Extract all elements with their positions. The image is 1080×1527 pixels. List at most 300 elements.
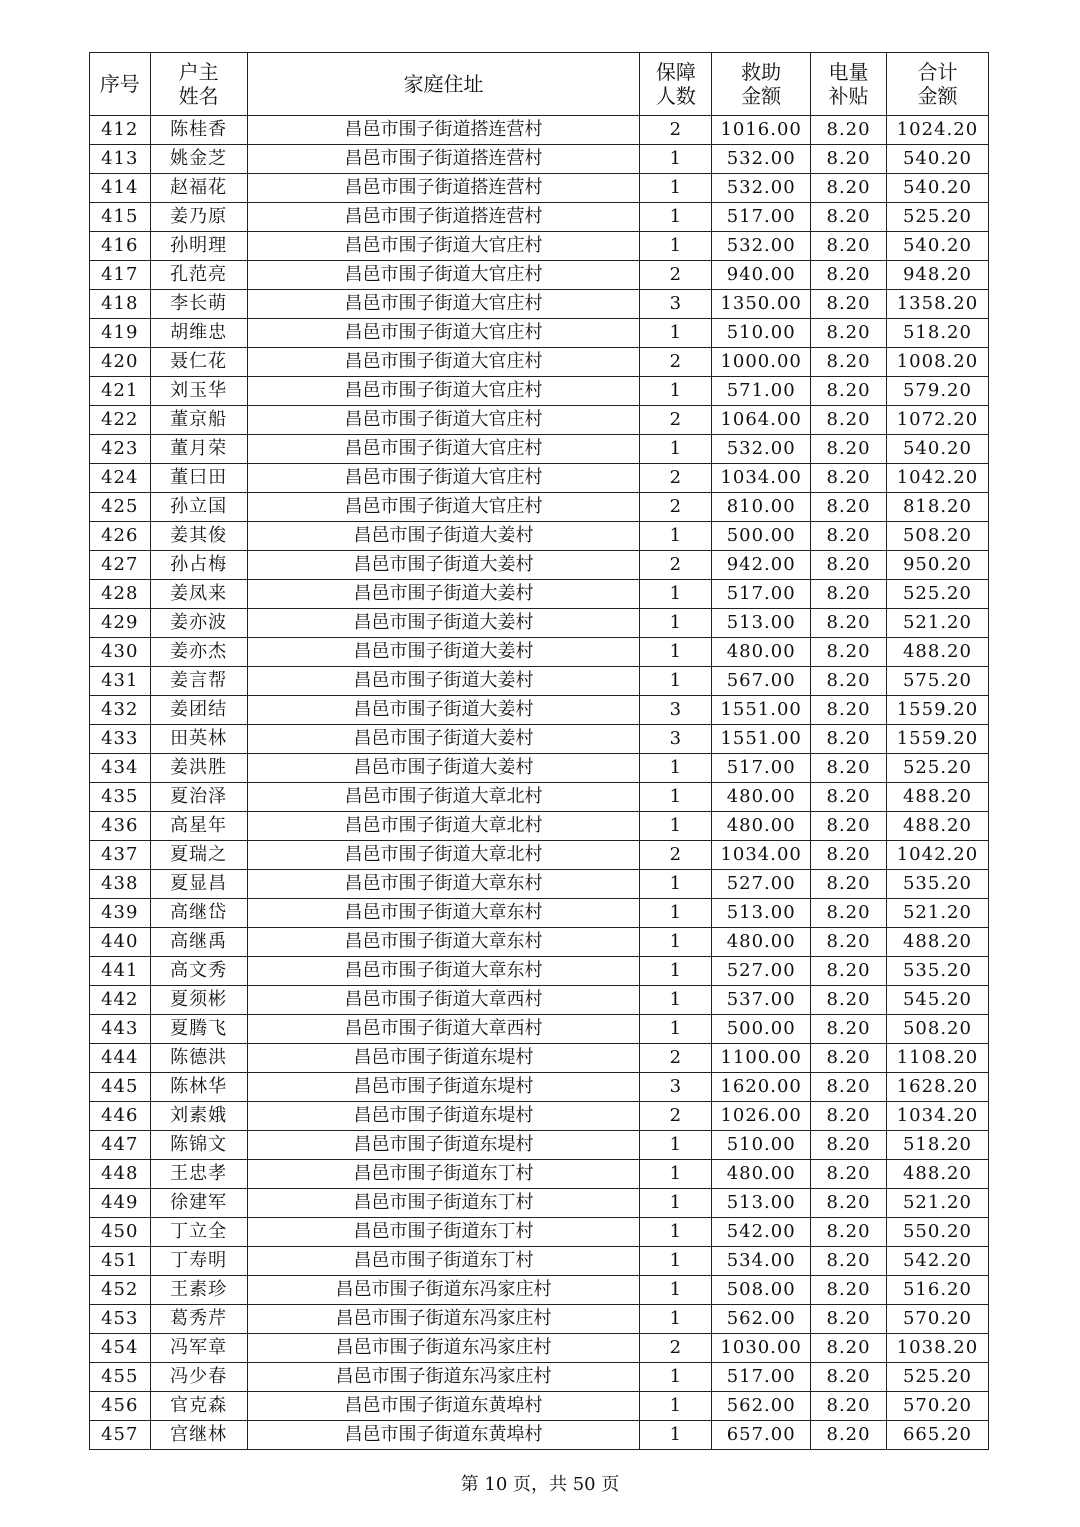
cell-electricity-subsidy: 8.20 (811, 638, 887, 667)
cell-address: 昌邑市围子街道大官庄村 (247, 406, 640, 435)
cell-total-amount: 1108.20 (886, 1044, 988, 1073)
cell-electricity-subsidy: 8.20 (811, 1218, 887, 1247)
cell-address: 昌邑市围子街道大官庄村 (247, 464, 640, 493)
cell-electricity-subsidy: 8.20 (811, 1073, 887, 1102)
cell-address: 昌邑市围子街道大官庄村 (247, 493, 640, 522)
cell-relief-amount: 1620.00 (712, 1073, 811, 1102)
cell-electricity-subsidy: 8.20 (811, 232, 887, 261)
table-row (90, 348, 989, 377)
cell-index: 414 (90, 174, 151, 203)
table-row (90, 406, 989, 435)
cell-address: 昌邑市围子街道大姜村 (247, 551, 640, 580)
cell-total-amount: 575.20 (886, 667, 988, 696)
table-row (90, 928, 989, 957)
cell-index: 444 (90, 1044, 151, 1073)
cell-relief-amount: 562.00 (712, 1305, 811, 1334)
cell-index: 429 (90, 609, 151, 638)
cell-members: 1 (640, 1189, 712, 1218)
table-row (90, 638, 989, 667)
cell-name: 聂仁花 (150, 348, 247, 377)
header-total-amount (886, 53, 988, 116)
cell-total-amount: 579.20 (886, 377, 988, 406)
cell-total-amount: 550.20 (886, 1218, 988, 1247)
cell-address: 昌邑市围子街道东黄埠村 (247, 1392, 640, 1421)
cell-relief-amount: 1350.00 (712, 290, 811, 319)
cell-electricity-subsidy: 8.20 (811, 1102, 887, 1131)
table-row (90, 1218, 989, 1247)
cell-relief-amount: 1030.00 (712, 1334, 811, 1363)
cell-name: 孔范亮 (150, 261, 247, 290)
cell-total-amount: 1034.20 (886, 1102, 988, 1131)
cell-name: 姜凤来 (150, 580, 247, 609)
cell-index: 418 (90, 290, 151, 319)
cell-relief-amount: 1000.00 (712, 348, 811, 377)
cell-name: 姜亦波 (150, 609, 247, 638)
cell-electricity-subsidy: 8.20 (811, 667, 887, 696)
cell-name: 徐建军 (150, 1189, 247, 1218)
cell-address: 昌邑市围子街道大章东村 (247, 899, 640, 928)
cell-members: 1 (640, 174, 712, 203)
cell-index: 447 (90, 1131, 151, 1160)
cell-name: 刘素娥 (150, 1102, 247, 1131)
cell-total-amount: 1024.20 (886, 116, 988, 145)
cell-address: 昌邑市围子街道大姜村 (247, 609, 640, 638)
cell-electricity-subsidy: 8.20 (811, 1363, 887, 1392)
cell-members: 1 (640, 319, 712, 348)
cell-members: 3 (640, 725, 712, 754)
cell-address: 昌邑市围子街道大姜村 (247, 580, 640, 609)
cell-relief-amount: 542.00 (712, 1218, 811, 1247)
cell-relief-amount: 510.00 (712, 319, 811, 348)
cell-relief-amount: 534.00 (712, 1247, 811, 1276)
cell-electricity-subsidy: 8.20 (811, 551, 887, 580)
cell-electricity-subsidy: 8.20 (811, 522, 887, 551)
cell-address: 昌邑市围子街道大姜村 (247, 667, 640, 696)
cell-total-amount: 521.20 (886, 1189, 988, 1218)
cell-members: 1 (640, 1276, 712, 1305)
header-relief-amount-line: 救助 (741, 60, 782, 84)
cell-relief-amount: 1551.00 (712, 725, 811, 754)
cell-members: 2 (640, 348, 712, 377)
cell-total-amount: 535.20 (886, 870, 988, 899)
cell-relief-amount: 942.00 (712, 551, 811, 580)
cell-address: 昌邑市围子街道搭连营村 (247, 145, 640, 174)
table-row (90, 1392, 989, 1421)
cell-address: 昌邑市围子街道大章东村 (247, 928, 640, 957)
table-row (90, 145, 989, 174)
cell-name: 夏腾飞 (150, 1015, 247, 1044)
header-index (90, 53, 151, 116)
cell-index: 436 (90, 812, 151, 841)
cell-members: 1 (640, 957, 712, 986)
table-row (90, 1131, 989, 1160)
cell-address: 昌邑市围子街道东冯家庄村 (247, 1334, 640, 1363)
cell-members: 2 (640, 406, 712, 435)
cell-index: 421 (90, 377, 151, 406)
cell-address: 昌邑市围子街道大章北村 (247, 783, 640, 812)
table-row (90, 203, 989, 232)
cell-address: 昌邑市围子街道大章东村 (247, 957, 640, 986)
cell-index: 441 (90, 957, 151, 986)
table-row (90, 609, 989, 638)
cell-relief-amount: 480.00 (712, 638, 811, 667)
cell-index: 438 (90, 870, 151, 899)
cell-index: 446 (90, 1102, 151, 1131)
cell-index: 413 (90, 145, 151, 174)
cell-address: 昌邑市围子街道大姜村 (247, 725, 640, 754)
header-electricity-subsidy-line: 电量 (828, 60, 869, 84)
header-electricity-subsidy (811, 53, 887, 116)
cell-total-amount: 488.20 (886, 783, 988, 812)
cell-index: 452 (90, 1276, 151, 1305)
cell-index: 417 (90, 261, 151, 290)
cell-index: 424 (90, 464, 151, 493)
cell-members: 2 (640, 1044, 712, 1073)
cell-electricity-subsidy: 8.20 (811, 899, 887, 928)
cell-electricity-subsidy: 8.20 (811, 1131, 887, 1160)
table-row (90, 1363, 989, 1392)
cell-members: 1 (640, 580, 712, 609)
cell-total-amount: 525.20 (886, 1363, 988, 1392)
cell-total-amount: 542.20 (886, 1247, 988, 1276)
cell-relief-amount: 532.00 (712, 174, 811, 203)
cell-electricity-subsidy: 8.20 (811, 435, 887, 464)
header-members-line: 保障 (655, 60, 696, 84)
table-row (90, 1073, 989, 1102)
cell-name: 姜言帮 (150, 667, 247, 696)
cell-relief-amount: 1016.00 (712, 116, 811, 145)
cell-index: 419 (90, 319, 151, 348)
cell-name: 王素珍 (150, 1276, 247, 1305)
cell-address: 昌邑市围子街道大章西村 (247, 1015, 640, 1044)
cell-total-amount: 1358.20 (886, 290, 988, 319)
cell-members: 2 (640, 1334, 712, 1363)
cell-electricity-subsidy: 8.20 (811, 783, 887, 812)
cell-address: 昌邑市围子街道大姜村 (247, 696, 640, 725)
cell-relief-amount: 1034.00 (712, 464, 811, 493)
table-row (90, 261, 989, 290)
cell-name: 高继岱 (150, 899, 247, 928)
header-members (640, 53, 712, 116)
cell-relief-amount: 1034.00 (712, 841, 811, 870)
header-row (90, 53, 989, 116)
cell-total-amount: 1559.20 (886, 725, 988, 754)
cell-relief-amount: 508.00 (712, 1276, 811, 1305)
cell-electricity-subsidy: 8.20 (811, 725, 887, 754)
header-relief-amount (712, 53, 811, 116)
cell-index: 449 (90, 1189, 151, 1218)
cell-index: 454 (90, 1334, 151, 1363)
cell-address: 昌邑市围子街道大官庄村 (247, 435, 640, 464)
cell-electricity-subsidy: 8.20 (811, 754, 887, 783)
table-row (90, 812, 989, 841)
cell-relief-amount: 517.00 (712, 580, 811, 609)
cell-name: 姚金芝 (150, 145, 247, 174)
cell-relief-amount: 567.00 (712, 667, 811, 696)
cell-members: 1 (640, 1363, 712, 1392)
cell-relief-amount: 517.00 (712, 754, 811, 783)
cell-index: 448 (90, 1160, 151, 1189)
cell-address: 昌邑市围子街道东丁村 (247, 1218, 640, 1247)
cell-members: 1 (640, 899, 712, 928)
cell-address: 昌邑市围子街道东冯家庄村 (247, 1363, 640, 1392)
cell-relief-amount: 532.00 (712, 232, 811, 261)
cell-total-amount: 518.20 (886, 1131, 988, 1160)
cell-total-amount: 525.20 (886, 580, 988, 609)
cell-members: 1 (640, 1015, 712, 1044)
header-address-line: 家庭住址 (403, 72, 484, 96)
table-row (90, 870, 989, 899)
table-row (90, 986, 989, 1015)
cell-relief-amount: 517.00 (712, 203, 811, 232)
cell-members: 1 (640, 1247, 712, 1276)
header-index-line: 序号 (99, 72, 140, 96)
cell-name: 田英林 (150, 725, 247, 754)
cell-total-amount: 521.20 (886, 899, 988, 928)
cell-index: 440 (90, 928, 151, 957)
cell-relief-amount: 1551.00 (712, 696, 811, 725)
cell-members: 3 (640, 290, 712, 319)
cell-relief-amount: 500.00 (712, 522, 811, 551)
cell-index: 430 (90, 638, 151, 667)
cell-total-amount: 818.20 (886, 493, 988, 522)
table-body (90, 116, 989, 1450)
cell-relief-amount: 940.00 (712, 261, 811, 290)
cell-name: 丁立全 (150, 1218, 247, 1247)
cell-address: 昌邑市围子街道大官庄村 (247, 348, 640, 377)
cell-relief-amount: 513.00 (712, 899, 811, 928)
table-row (90, 232, 989, 261)
cell-total-amount: 516.20 (886, 1276, 988, 1305)
cell-members: 1 (640, 986, 712, 1015)
cell-address: 昌邑市围子街道大官庄村 (247, 261, 640, 290)
cell-index: 426 (90, 522, 151, 551)
cell-members: 1 (640, 232, 712, 261)
cell-relief-amount: 480.00 (712, 783, 811, 812)
cell-index: 442 (90, 986, 151, 1015)
cell-members: 1 (640, 870, 712, 899)
cell-name: 孙明理 (150, 232, 247, 261)
cell-name: 夏显昌 (150, 870, 247, 899)
cell-name: 高继禹 (150, 928, 247, 957)
cell-members: 1 (640, 1131, 712, 1160)
cell-index: 425 (90, 493, 151, 522)
cell-total-amount: 488.20 (886, 638, 988, 667)
cell-name: 高文秀 (150, 957, 247, 986)
cell-name: 李长萌 (150, 290, 247, 319)
header-total-amount-line: 合计 (917, 60, 958, 84)
cell-address: 昌邑市围子街道东黄埠村 (247, 1421, 640, 1450)
cell-electricity-subsidy: 8.20 (811, 116, 887, 145)
cell-total-amount: 570.20 (886, 1392, 988, 1421)
cell-members: 1 (640, 609, 712, 638)
cell-index: 439 (90, 899, 151, 928)
table-row (90, 1189, 989, 1218)
cell-total-amount: 1042.20 (886, 841, 988, 870)
cell-address: 昌邑市围子街道东冯家庄村 (247, 1276, 640, 1305)
cell-name: 姜乃原 (150, 203, 247, 232)
cell-index: 434 (90, 754, 151, 783)
cell-electricity-subsidy: 8.20 (811, 1421, 887, 1450)
cell-index: 432 (90, 696, 151, 725)
cell-address: 昌邑市围子街道大姜村 (247, 522, 640, 551)
cell-electricity-subsidy: 8.20 (811, 1044, 887, 1073)
table-row (90, 522, 989, 551)
cell-name: 董月荣 (150, 435, 247, 464)
cell-index: 453 (90, 1305, 151, 1334)
cell-total-amount: 1008.20 (886, 348, 988, 377)
table-row (90, 464, 989, 493)
cell-members: 1 (640, 1392, 712, 1421)
cell-members: 1 (640, 638, 712, 667)
cell-electricity-subsidy: 8.20 (811, 609, 887, 638)
cell-address: 昌邑市围子街道大姜村 (247, 754, 640, 783)
cell-name: 陈锦文 (150, 1131, 247, 1160)
table-row (90, 174, 989, 203)
header-householder-name (150, 53, 247, 116)
cell-index: 427 (90, 551, 151, 580)
cell-members: 1 (640, 754, 712, 783)
cell-total-amount: 518.20 (886, 319, 988, 348)
cell-total-amount: 1559.20 (886, 696, 988, 725)
cell-electricity-subsidy: 8.20 (811, 406, 887, 435)
cell-name: 董曰田 (150, 464, 247, 493)
cell-index: 450 (90, 1218, 151, 1247)
cell-total-amount: 1042.20 (886, 464, 988, 493)
cell-address: 昌邑市围子街道东丁村 (247, 1189, 640, 1218)
cell-address: 昌邑市围子街道大官庄村 (247, 290, 640, 319)
table-row (90, 1247, 989, 1276)
cell-address: 昌邑市围子街道搭连营村 (247, 174, 640, 203)
cell-name: 葛秀芹 (150, 1305, 247, 1334)
cell-name: 夏瑞之 (150, 841, 247, 870)
cell-index: 423 (90, 435, 151, 464)
table-row (90, 435, 989, 464)
cell-electricity-subsidy: 8.20 (811, 1305, 887, 1334)
table-row (90, 116, 989, 145)
table-row (90, 725, 989, 754)
cell-index: 422 (90, 406, 151, 435)
cell-electricity-subsidy: 8.20 (811, 1276, 887, 1305)
cell-relief-amount: 571.00 (712, 377, 811, 406)
cell-name: 赵福花 (150, 174, 247, 203)
cell-relief-amount: 513.00 (712, 609, 811, 638)
cell-name: 孙立国 (150, 493, 247, 522)
relief-table (89, 52, 989, 1450)
cell-address: 昌邑市围子街道大官庄村 (247, 377, 640, 406)
cell-index: 437 (90, 841, 151, 870)
cell-members: 1 (640, 667, 712, 696)
cell-total-amount: 521.20 (886, 609, 988, 638)
table-row (90, 290, 989, 319)
cell-relief-amount: 1026.00 (712, 1102, 811, 1131)
table-row (90, 493, 989, 522)
cell-index: 416 (90, 232, 151, 261)
cell-members: 2 (640, 261, 712, 290)
cell-name: 孙占梅 (150, 551, 247, 580)
table-row (90, 1160, 989, 1189)
cell-electricity-subsidy: 8.20 (811, 348, 887, 377)
header-householder-name-line: 姓名 (178, 84, 219, 108)
table-row (90, 580, 989, 609)
cell-electricity-subsidy: 8.20 (811, 1247, 887, 1276)
cell-address: 昌邑市围子街道东堤村 (247, 1073, 640, 1102)
cell-relief-amount: 517.00 (712, 1363, 811, 1392)
cell-members: 1 (640, 1160, 712, 1189)
header-address (247, 53, 640, 116)
cell-total-amount: 540.20 (886, 435, 988, 464)
cell-name: 陈德洪 (150, 1044, 247, 1073)
table-row (90, 1421, 989, 1450)
cell-members: 3 (640, 696, 712, 725)
cell-members: 1 (640, 377, 712, 406)
cell-electricity-subsidy: 8.20 (811, 870, 887, 899)
cell-total-amount: 1628.20 (886, 1073, 988, 1102)
table-row (90, 841, 989, 870)
cell-index: 456 (90, 1392, 151, 1421)
cell-total-amount: 1072.20 (886, 406, 988, 435)
cell-name: 姜亦杰 (150, 638, 247, 667)
cell-electricity-subsidy: 8.20 (811, 928, 887, 957)
cell-electricity-subsidy: 8.20 (811, 1392, 887, 1421)
header-total-amount-line: 金额 (917, 84, 958, 108)
cell-total-amount: 545.20 (886, 986, 988, 1015)
cell-relief-amount: 810.00 (712, 493, 811, 522)
cell-relief-amount: 532.00 (712, 145, 811, 174)
cell-members: 2 (640, 493, 712, 522)
cell-name: 王忠孝 (150, 1160, 247, 1189)
cell-relief-amount: 480.00 (712, 928, 811, 957)
cell-electricity-subsidy: 8.20 (811, 1160, 887, 1189)
cell-electricity-subsidy: 8.20 (811, 290, 887, 319)
cell-members: 1 (640, 1305, 712, 1334)
table-row (90, 899, 989, 928)
cell-name: 胡维忠 (150, 319, 247, 348)
cell-members: 1 (640, 203, 712, 232)
cell-relief-amount: 480.00 (712, 1160, 811, 1189)
cell-members: 1 (640, 928, 712, 957)
cell-electricity-subsidy: 8.20 (811, 319, 887, 348)
cell-index: 455 (90, 1363, 151, 1392)
cell-address: 昌邑市围子街道东堤村 (247, 1131, 640, 1160)
cell-name: 陈桂香 (150, 116, 247, 145)
cell-address: 昌邑市围子街道搭连营村 (247, 203, 640, 232)
cell-index: 431 (90, 667, 151, 696)
cell-address: 昌邑市围子街道大官庄村 (247, 319, 640, 348)
cell-index: 451 (90, 1247, 151, 1276)
cell-relief-amount: 532.00 (712, 435, 811, 464)
cell-name: 冯少春 (150, 1363, 247, 1392)
table-row (90, 1015, 989, 1044)
table-row (90, 1276, 989, 1305)
cell-address: 昌邑市围子街道东堤村 (247, 1102, 640, 1131)
cell-index: 428 (90, 580, 151, 609)
cell-total-amount: 1038.20 (886, 1334, 988, 1363)
cell-address: 昌邑市围子街道大章北村 (247, 812, 640, 841)
cell-index: 415 (90, 203, 151, 232)
cell-members: 1 (640, 435, 712, 464)
cell-name: 董京船 (150, 406, 247, 435)
cell-name: 官克森 (150, 1392, 247, 1421)
cell-total-amount: 488.20 (886, 812, 988, 841)
cell-members: 1 (640, 1421, 712, 1450)
cell-total-amount: 540.20 (886, 174, 988, 203)
cell-total-amount: 508.20 (886, 522, 988, 551)
cell-relief-amount: 513.00 (712, 1189, 811, 1218)
cell-members: 2 (640, 1102, 712, 1131)
cell-members: 2 (640, 841, 712, 870)
cell-members: 2 (640, 116, 712, 145)
